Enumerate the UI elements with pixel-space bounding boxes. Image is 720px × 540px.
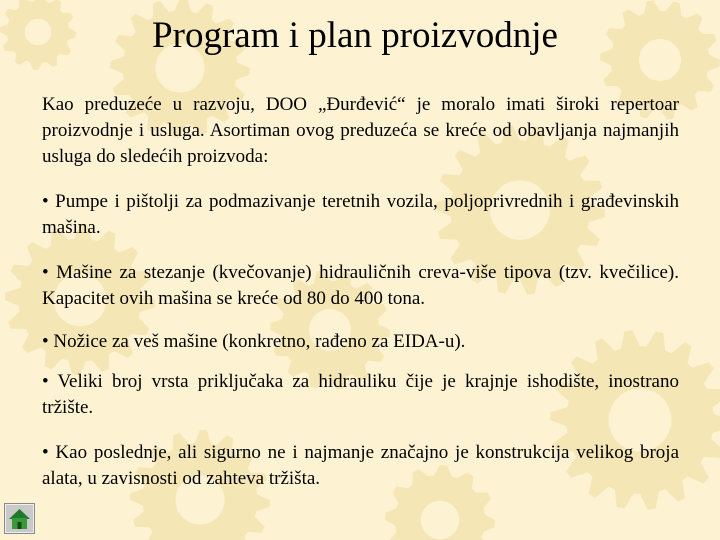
slide-title-text: Program i plan proizvodnje bbox=[152, 15, 558, 56]
bullet-item-tool-construction: • Kao poslednje, ali sigurno ne i najmanje značajno je konstrukcija velikog broja alata, u zavisnosti od zahteva tržišta. bbox=[42, 442, 679, 489]
bullet-item-hydraulic-fittings: • Veliki broj vrsta priključaka za hidrauliku čije je krajnje ishodište, inostrano tržište. bbox=[42, 371, 679, 418]
intro-paragraph: Kao preduzeće u razvoju, DOO „Đurđević“ je moralo imati široki repertoar proizvodnje i usluga. Asortiman ovog preduzeća se kreće od obavljanja najmanjih usluga do sledećih proizvoda: bbox=[42, 94, 679, 167]
home-button[interactable] bbox=[4, 503, 35, 534]
slide-title bbox=[0, 12, 720, 60]
bullet-item-pumps: • Pumpe i pištolji za podmazivanje teretnih vozila, poljoprivrednih i građevinskih mašina. bbox=[42, 191, 679, 238]
bullet-item-washing-machine-feet: • Nožice za veš mašine (konkretno, rađeno za EIDA-u). bbox=[42, 331, 466, 352]
bullet-item-crimping-machines: • Mašine za stezanje (kvečovanje) hidrauličnih creva-više tipova (tzv. kvečilice). Kapacitet ovih mašina se kreće od 80 do 400 tona. bbox=[42, 262, 679, 309]
